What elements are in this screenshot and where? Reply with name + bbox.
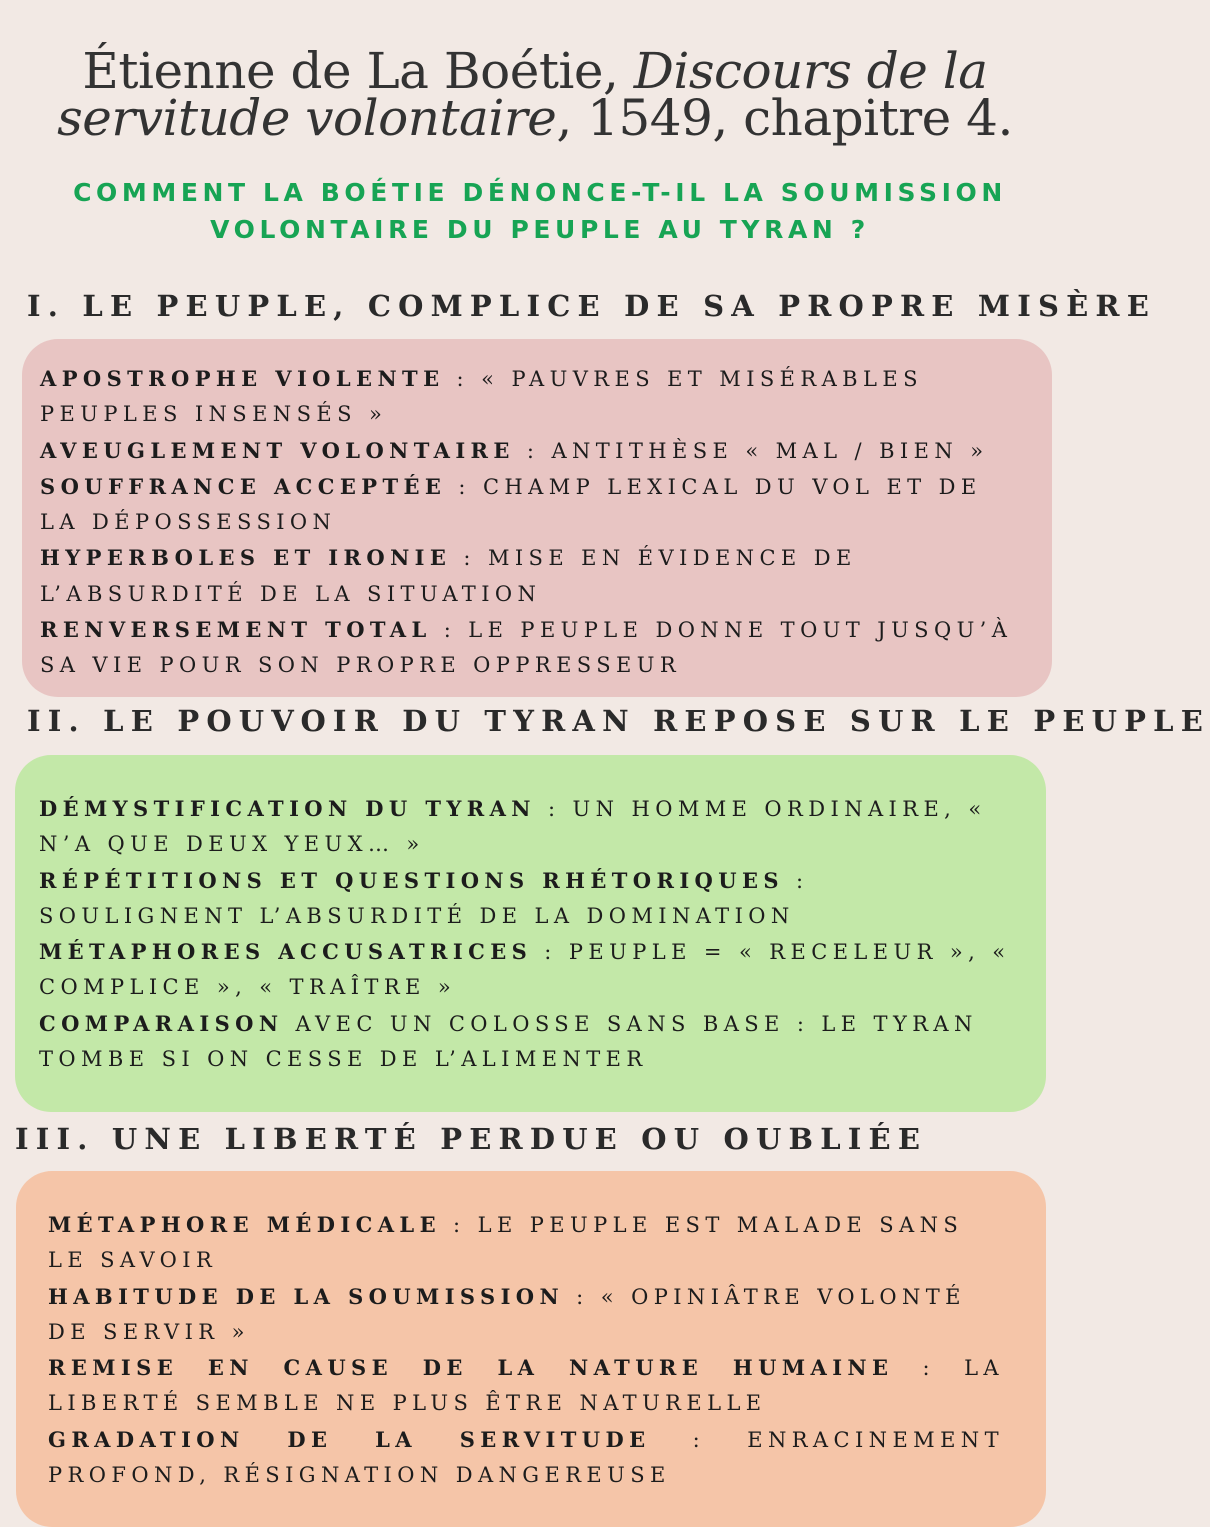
item-separator: :: [783, 868, 809, 893]
item-text: MISE EN ÉVIDENCE DE L’ABSURDITÉ DE LA SITUATION: [40, 546, 857, 606]
section-3-item: [48, 1350, 1004, 1422]
section-2-item: [39, 1006, 1022, 1078]
item-text: ANTITHÈSE « MAL / BIEN »: [551, 438, 989, 463]
item-term: DÉMYSTIFICATION DU TYRAN: [39, 796, 536, 821]
item-separator: :: [650, 1427, 748, 1452]
item-text: « PAUVRES ET MISÉRABLES PEUPLES INSENSÉS »: [40, 367, 923, 427]
title-work: Discours de la servitude volontaire: [57, 42, 988, 147]
item-term: HABITUDE DE LA SOUMISSION: [48, 1283, 565, 1309]
item-text: CHAMP LEXICAL DU VOL ET DE LA DÉPOSSESSION: [40, 474, 982, 535]
item-text: LE PEUPLE EST MALADE SANS LE SAVOIR: [48, 1213, 964, 1273]
item-separator: [283, 1012, 295, 1036]
item-text: UN HOMME ORDINAIRE, « N’A QUE DEUX YEUX… »: [39, 797, 987, 857]
item-separator: :: [451, 546, 488, 571]
section-2-item: [39, 934, 1022, 1006]
item-separator: :: [564, 1284, 601, 1309]
item-text: « OPINIÂTRE VOLONTÉ DE SERVIR »: [48, 1284, 966, 1344]
item-text: ENRACINEMENT PROFOND, RÉSIGNATION DANGEREUSE: [48, 1427, 1004, 1488]
title-author: Étienne de La Boétie,: [82, 42, 634, 100]
problematic-question: COMMENT LA BOÉTIE DÉNONCE-T-IL LA SOUMISSION VOLONTAIRE DU PEUPLE AU TYRAN ?: [73, 178, 1007, 244]
section-3-item: [48, 1279, 1004, 1351]
item-term: SOUFFRANCE ACCEPTÉE: [40, 473, 447, 499]
section-1-item: [40, 433, 1032, 469]
item-text: LE PEUPLE DONNE TOUT JUSQU’À SA VIE POUR SON PROPRE OPPRESSEUR: [40, 618, 1013, 678]
section-1-item: [40, 540, 1032, 612]
item-separator: :: [514, 438, 552, 463]
item-separator: :: [440, 1213, 478, 1237]
section-2-item: [39, 791, 1022, 863]
item-text: AVEC UN COLOSSE SANS BASE : LE TYRAN TOMBE SI ON CESSE DE L’ALIMENTER: [39, 1011, 978, 1072]
item-text: SOULIGNENT L’ABSURDITÉ DE LA DOMINATION: [39, 903, 795, 928]
section-1-item: [40, 469, 1032, 541]
item-term: COMPARAISON: [39, 1010, 284, 1036]
item-separator: :: [893, 1356, 965, 1381]
item-term: MÉTAPHORE MÉDICALE: [48, 1212, 441, 1237]
section-1-item: [40, 612, 1032, 684]
item-term: AVEUGLEMENT VOLONTAIRE: [40, 437, 515, 463]
item-separator: :: [532, 940, 569, 965]
item-text: PEUPLE = « RECELEUR », « COMPLICE », « TRAÎTRE »: [39, 940, 1011, 1000]
section-3-card: [16, 1171, 1046, 1527]
item-term: MÉTAPHORES ACCUSATRICES: [39, 939, 533, 965]
title-date-chapter: , 1549, chapitre 4.: [556, 89, 1013, 147]
section-1-title: I. LE PEUPLE, COMPLICE DE SA PROPRE MISÈRE: [27, 289, 1157, 323]
item-separator: :: [535, 797, 573, 821]
item-separator: :: [431, 618, 469, 643]
page-title: [40, 42, 1030, 147]
section-3-item: [48, 1422, 1004, 1494]
section-1-card: [22, 339, 1052, 697]
item-separator: :: [444, 367, 482, 391]
section-2-card: [15, 755, 1046, 1112]
section-2-title: II. LE POUVOIR DU TYRAN REPOSE SUR LE PEUPLE: [27, 704, 1210, 738]
item-term: HYPERBOLES ET IRONIE: [40, 545, 452, 571]
item-text: LA LIBERTÉ SEMBLE NE PLUS ÊTRE NATURELLE: [48, 1356, 1004, 1416]
item-term: REMISE EN CAUSE DE LA NATURE HUMAINE: [48, 1355, 894, 1381]
item-term: RENVERSEMENT TOTAL: [40, 617, 432, 643]
item-separator: :: [446, 474, 483, 499]
section-2-item: [39, 863, 1022, 935]
item-term: APOSTROPHE VIOLENTE: [40, 366, 445, 391]
section-3-title: III. UNE LIBERTÉ PERDUE OU OUBLIÉE: [15, 1122, 928, 1156]
item-term: RÉPÉTITIONS ET QUESTIONS RHÉTORIQUES: [39, 867, 784, 893]
section-3-item: [48, 1207, 1004, 1279]
section-1-item: [40, 361, 1032, 433]
item-term: GRADATION DE LA SERVITUDE: [48, 1426, 651, 1452]
